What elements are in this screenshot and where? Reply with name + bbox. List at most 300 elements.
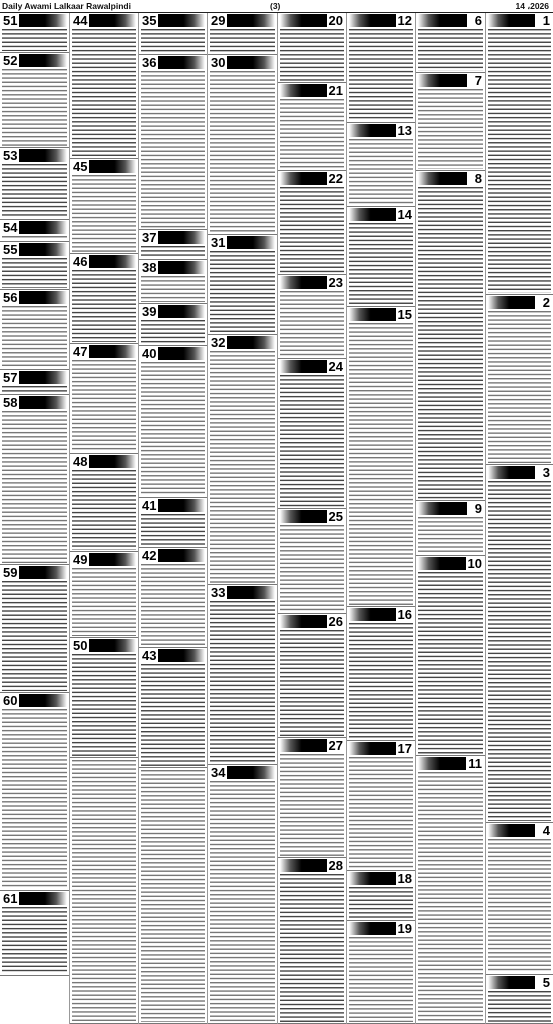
ad-heading	[347, 208, 415, 221]
ad-text-block	[280, 874, 344, 1022]
ad-number: 49	[73, 552, 88, 567]
ad-number: 37	[142, 230, 157, 245]
ad-text-lines	[2, 236, 67, 240]
classified-ad	[139, 13, 207, 55]
ad-text-block	[418, 187, 483, 499]
ad-heading-bar	[280, 615, 328, 628]
ad-heading	[208, 56, 277, 69]
ad-text-block	[72, 175, 136, 252]
ad-heading	[278, 172, 346, 185]
ad-column	[277, 13, 346, 1024]
classified-ad	[347, 741, 415, 871]
ad-heading	[347, 124, 415, 137]
ad-heading-bar	[349, 308, 397, 321]
ad-text-lines	[72, 360, 136, 452]
ad-heading-bar	[157, 499, 205, 512]
ad-text-lines	[141, 770, 205, 1022]
ad-text-lines	[280, 99, 344, 169]
classified-ad	[139, 498, 207, 548]
ad-text-block	[280, 630, 344, 736]
classified-ad	[347, 921, 415, 1024]
ad-number: 8	[474, 171, 482, 186]
ad-text-block	[2, 164, 67, 218]
ad-text-block	[280, 99, 344, 169]
ad-heading	[139, 305, 207, 318]
ad-text-lines	[210, 781, 275, 1022]
ad-text-block	[2, 29, 67, 51]
ad-heading	[278, 14, 346, 27]
ad-heading-bar	[280, 172, 328, 185]
ad-heading	[0, 149, 69, 162]
ad-number: 51	[3, 13, 18, 28]
ad-text-lines	[280, 874, 344, 1022]
ad-heading	[0, 54, 69, 67]
ad-heading-bar	[157, 549, 205, 562]
ad-number: 38	[142, 260, 157, 275]
ad-text-lines	[2, 411, 67, 563]
ad-heading-bar	[280, 739, 328, 752]
ad-heading-bar	[157, 305, 205, 318]
issue-date: 14 ،2026	[515, 1, 549, 11]
ad-heading-bar	[280, 360, 328, 373]
ad-text-lines	[210, 601, 275, 763]
ad-text-lines	[418, 29, 483, 71]
ad-text-lines	[280, 29, 344, 81]
ad-heading-bar	[88, 255, 136, 268]
ad-number: 47	[73, 344, 88, 359]
ad-number: 45	[73, 159, 88, 174]
ad-text-block	[280, 525, 344, 612]
ad-heading-bar	[349, 124, 397, 137]
ad-column	[0, 13, 69, 1024]
ad-column	[207, 13, 277, 1024]
ad-text-lines	[349, 139, 413, 205]
ad-number: 31	[211, 235, 226, 250]
ad-text-lines	[72, 175, 136, 252]
classified-ad	[347, 607, 415, 741]
ad-text-block	[488, 311, 551, 463]
classified-ad	[416, 556, 485, 756]
ad-text-lines	[280, 187, 344, 273]
ad-heading-bar	[418, 757, 467, 770]
ad-number: 60	[3, 693, 18, 708]
ad-text-block	[2, 581, 67, 691]
ad-heading-bar	[280, 510, 328, 523]
ad-heading-bar	[88, 160, 136, 173]
ad-number: 56	[3, 290, 18, 305]
ad-number: 42	[142, 548, 157, 563]
ad-text-lines	[280, 525, 344, 612]
ad-number: 21	[328, 83, 343, 98]
ad-heading	[0, 396, 69, 409]
ad-heading	[0, 566, 69, 579]
classified-ad	[139, 55, 207, 230]
ad-text-block	[280, 375, 344, 507]
ad-number: 43	[142, 648, 157, 663]
ad-number: 28	[328, 858, 343, 873]
ad-text-lines	[72, 29, 136, 157]
ad-number: 13	[397, 123, 412, 138]
ad-text-lines	[2, 581, 67, 691]
ad-number: 10	[467, 556, 482, 571]
ad-text-lines	[349, 29, 413, 121]
ad-number: 15	[397, 307, 412, 322]
ad-text-block	[72, 654, 136, 756]
ad-heading	[0, 291, 69, 304]
ad-heading	[347, 608, 415, 621]
ad-heading-bar	[18, 149, 67, 162]
ad-heading	[0, 243, 69, 256]
ad-heading	[139, 231, 207, 244]
classified-ad	[278, 614, 346, 738]
classified-ad	[70, 254, 138, 344]
ad-heading	[347, 922, 415, 935]
ad-number: 44	[73, 13, 88, 28]
ad-heading	[0, 221, 69, 234]
ad-column	[415, 13, 485, 1024]
ad-number: 3	[542, 465, 550, 480]
ad-heading	[0, 892, 69, 905]
ad-text-block	[2, 709, 67, 889]
classified-ad	[0, 693, 69, 891]
ad-text-block	[488, 839, 551, 973]
ad-heading	[208, 236, 277, 249]
ad-heading	[0, 694, 69, 707]
ad-text-lines	[418, 517, 483, 554]
ad-number: 30	[211, 55, 226, 70]
ad-text-lines	[141, 71, 205, 228]
ad-heading-bar	[349, 208, 397, 221]
ad-heading-bar	[280, 84, 328, 97]
ad-heading	[416, 14, 485, 27]
classified-page	[0, 13, 553, 1024]
ad-number: 20	[328, 13, 343, 28]
ad-text-lines	[418, 572, 483, 754]
ad-text-block	[72, 760, 136, 1022]
classified-ad	[278, 171, 346, 275]
classified-ad	[278, 13, 346, 83]
ad-text-lines	[72, 760, 136, 1022]
ad-text-block	[2, 386, 67, 393]
ad-text-lines	[280, 375, 344, 507]
ad-text-block	[280, 187, 344, 273]
ad-text-block	[349, 623, 413, 739]
ad-heading	[139, 261, 207, 274]
ad-column	[485, 13, 553, 1024]
ad-text-lines	[72, 270, 136, 342]
ad-text-lines	[72, 568, 136, 636]
ad-heading-bar	[280, 276, 328, 289]
ad-heading	[139, 649, 207, 662]
ad-number: 29	[211, 13, 226, 28]
ad-number: 53	[3, 148, 18, 163]
ad-number: 55	[3, 242, 18, 257]
ad-number: 40	[142, 346, 157, 361]
ad-text-block	[72, 470, 136, 550]
classified-ad	[0, 148, 69, 220]
ad-heading	[486, 824, 553, 837]
ad-number: 54	[3, 220, 18, 235]
ad-heading-bar	[349, 922, 397, 935]
classified-ad	[0, 53, 69, 148]
ad-text-block	[349, 323, 413, 605]
ad-text-block	[141, 71, 205, 228]
ad-text-block	[280, 754, 344, 856]
page-number: (3)	[270, 1, 281, 11]
ad-text-block	[141, 514, 205, 546]
ad-heading	[208, 336, 277, 349]
ad-text-lines	[349, 937, 413, 1022]
ad-heading	[278, 276, 346, 289]
ad-heading-bar	[418, 172, 467, 185]
ad-text-block	[280, 29, 344, 81]
ad-text-block	[280, 291, 344, 357]
ad-text-block	[72, 568, 136, 636]
ad-heading	[70, 553, 138, 566]
ad-heading-bar	[418, 14, 467, 27]
ad-heading	[208, 586, 277, 599]
ad-heading	[416, 502, 485, 515]
ad-heading-bar	[488, 466, 535, 479]
ad-text-block	[349, 757, 413, 869]
classified-ad	[486, 823, 553, 975]
ad-text-block	[488, 481, 551, 821]
ad-heading	[347, 872, 415, 885]
ad-text-lines	[280, 754, 344, 856]
classified-ad	[416, 501, 485, 556]
ad-number: 50	[73, 638, 88, 653]
ad-heading	[70, 160, 138, 173]
ad-text-block	[141, 276, 205, 302]
ad-heading-bar	[88, 455, 136, 468]
ad-number: 36	[142, 55, 157, 70]
ad-number: 61	[3, 891, 18, 906]
ad-heading-bar	[157, 261, 205, 274]
classified-ad	[416, 756, 485, 1024]
ad-column	[69, 13, 138, 1024]
ad-text-block	[418, 772, 483, 1022]
ad-number: 23	[328, 275, 343, 290]
ad-heading	[70, 14, 138, 27]
ad-number: 5	[542, 975, 550, 990]
ad-text-block	[349, 937, 413, 1022]
ad-text-lines	[349, 623, 413, 739]
ad-text-lines	[72, 470, 136, 550]
classified-ad	[208, 765, 277, 1024]
ad-text-lines	[210, 29, 275, 53]
classified-ad	[0, 370, 69, 395]
classified-ad	[70, 344, 138, 454]
ad-number: 59	[3, 565, 18, 580]
classified-ad	[70, 13, 138, 159]
ad-text-lines	[488, 839, 551, 973]
ad-heading	[139, 549, 207, 562]
ad-text-block	[488, 991, 551, 1022]
ad-text-lines	[349, 223, 413, 305]
ad-heading-bar	[18, 566, 67, 579]
ad-heading-bar	[488, 14, 535, 27]
ad-text-block	[2, 258, 67, 288]
ad-text-lines	[2, 709, 67, 889]
ad-heading-bar	[280, 14, 328, 27]
ad-heading	[278, 859, 346, 872]
ad-text-block	[2, 306, 67, 368]
ad-heading	[486, 14, 553, 27]
ad-number: 17	[397, 741, 412, 756]
ad-text-block	[418, 517, 483, 554]
ad-text-block	[418, 89, 483, 169]
ad-heading-bar	[157, 14, 205, 27]
ad-heading	[347, 308, 415, 321]
ad-number: 27	[328, 738, 343, 753]
ad-heading	[347, 742, 415, 755]
ad-heading	[139, 56, 207, 69]
classified-ad	[278, 275, 346, 359]
ad-heading-bar	[157, 347, 205, 360]
ad-text-lines	[280, 291, 344, 357]
ad-text-lines	[349, 757, 413, 869]
classified-ad	[139, 548, 207, 648]
ad-text-block	[72, 360, 136, 452]
ad-heading-bar	[226, 766, 275, 779]
ad-text-block	[141, 320, 205, 344]
ad-text-lines	[141, 362, 205, 496]
classified-ad	[139, 768, 207, 1024]
ad-text-lines	[2, 29, 67, 51]
ad-heading-bar	[488, 976, 535, 989]
classified-ad	[278, 509, 346, 614]
ad-heading-bar	[226, 336, 275, 349]
classified-ad	[70, 159, 138, 254]
ad-heading	[70, 639, 138, 652]
ad-number: 4	[542, 823, 550, 838]
ad-number: 11	[468, 756, 482, 771]
ad-text-block	[349, 887, 413, 919]
ad-text-lines	[210, 351, 275, 583]
ad-heading-bar	[349, 872, 397, 885]
ad-column	[138, 13, 207, 1024]
ad-text-lines	[72, 654, 136, 756]
classified-ad	[208, 13, 277, 55]
ad-text-lines	[488, 991, 551, 1022]
ad-number: 26	[328, 614, 343, 629]
ad-number: 48	[73, 454, 88, 469]
ad-heading-bar	[488, 824, 535, 837]
classified-ad	[416, 13, 485, 73]
ad-heading-bar	[18, 396, 67, 409]
ad-text-lines	[418, 89, 483, 169]
ad-text-block	[72, 29, 136, 157]
ad-heading-bar	[88, 345, 136, 358]
ad-column	[346, 13, 415, 1024]
ad-number: 18	[397, 871, 412, 886]
ad-heading-bar	[18, 694, 67, 707]
ad-heading-bar	[418, 502, 467, 515]
ad-heading	[0, 371, 69, 384]
ad-text-block	[418, 572, 483, 754]
ad-text-block	[2, 236, 67, 240]
ad-number: 58	[3, 395, 18, 410]
ad-number: 22	[328, 171, 343, 186]
ad-text-block	[488, 29, 551, 293]
ad-text-lines	[210, 251, 275, 333]
ad-number: 7	[474, 73, 482, 88]
ad-text-block	[210, 351, 275, 583]
ad-heading-bar	[18, 14, 67, 27]
ad-text-lines	[2, 164, 67, 218]
ad-text-block	[349, 139, 413, 205]
ad-heading	[416, 74, 485, 87]
ad-heading-bar	[349, 14, 397, 27]
ad-text-lines	[488, 481, 551, 821]
ad-heading-bar	[18, 221, 67, 234]
classified-ad	[347, 123, 415, 207]
ad-text-lines	[141, 664, 205, 766]
ad-text-lines	[418, 772, 483, 1022]
classified-ad	[0, 290, 69, 370]
ad-heading-bar	[349, 608, 397, 621]
ad-heading-bar	[226, 586, 275, 599]
ad-heading-bar	[157, 231, 205, 244]
classified-ad	[486, 975, 553, 1024]
ad-heading-bar	[18, 54, 67, 67]
ad-heading	[0, 14, 69, 27]
classified-ad	[278, 83, 346, 171]
classified-ad	[0, 891, 69, 976]
ad-text-block	[2, 411, 67, 563]
ad-text-block	[141, 362, 205, 496]
ad-heading-bar	[226, 56, 275, 69]
ad-heading	[208, 14, 277, 27]
ad-heading-bar	[157, 56, 205, 69]
ad-heading-bar	[488, 296, 535, 309]
ad-heading	[139, 499, 207, 512]
classified-ad	[208, 585, 277, 765]
ad-heading	[486, 466, 553, 479]
ad-number: 9	[474, 501, 482, 516]
ad-heading	[278, 84, 346, 97]
ad-number: 34	[211, 765, 226, 780]
ad-heading-bar	[88, 639, 136, 652]
ad-heading	[208, 766, 277, 779]
ad-text-lines	[2, 258, 67, 288]
classified-ad	[139, 346, 207, 498]
ad-text-lines	[141, 564, 205, 646]
classified-ad	[208, 335, 277, 585]
classified-ad	[347, 13, 415, 123]
ad-text-lines	[210, 71, 275, 233]
ad-heading	[486, 976, 553, 989]
ad-text-block	[210, 71, 275, 233]
ad-text-block	[2, 69, 67, 146]
ad-heading-bar	[280, 859, 328, 872]
ad-text-block	[418, 29, 483, 71]
ad-text-lines	[2, 907, 67, 974]
ad-heading-bar	[18, 291, 67, 304]
ad-text-lines	[2, 69, 67, 146]
ad-number: 19	[397, 921, 412, 936]
ad-number: 33	[211, 585, 226, 600]
ad-heading	[70, 345, 138, 358]
ad-text-lines	[141, 29, 205, 53]
ad-text-block	[210, 781, 275, 1022]
ad-number: 32	[211, 335, 226, 350]
ad-heading	[416, 172, 485, 185]
classified-ad	[70, 552, 138, 638]
ad-number: 6	[474, 13, 482, 28]
classified-ad	[139, 260, 207, 304]
classified-ad	[70, 638, 138, 758]
